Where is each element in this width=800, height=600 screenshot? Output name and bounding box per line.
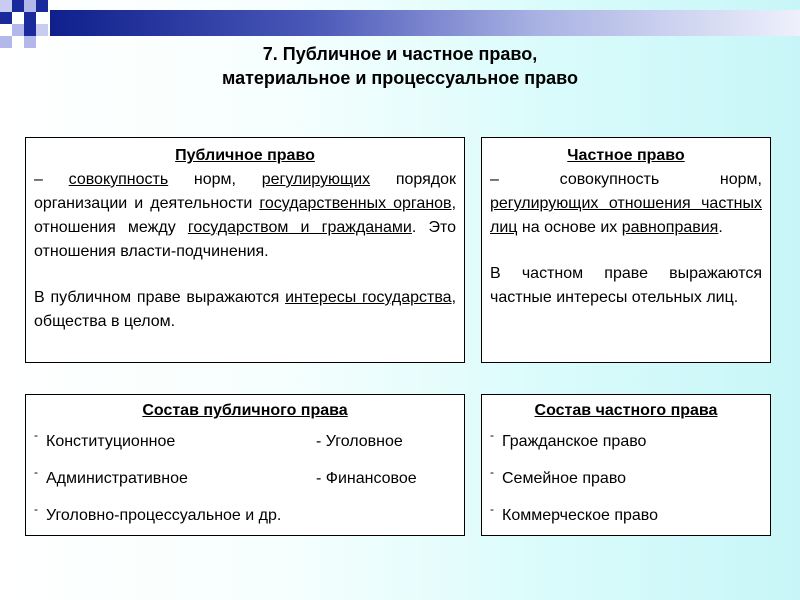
list-item: - Конституционное [34, 423, 456, 460]
text-run: . Это отношения власти-подчинения. [34, 219, 456, 260]
slide-title [0, 42, 800, 90]
text-run: норм, [168, 171, 262, 188]
list-item: - Уголовно-процессуальное и др. [34, 497, 456, 534]
underlined-term: регулирующих отношения частных лиц [490, 195, 762, 236]
private-law-heading: Частное право [567, 147, 685, 164]
private-composition-heading: Состав частного права [534, 402, 718, 419]
text-run: В частном праве выражаются частные интересы отельных лиц. [490, 265, 762, 306]
public-composition-box [25, 394, 465, 536]
text-run: . [718, 219, 723, 236]
text-run: на основе их [517, 219, 622, 236]
text-run: В публичном праве выражаются [34, 289, 286, 306]
title-line-1: 7. Публичное и частное право, [262, 44, 538, 64]
header-gradient-bar [50, 10, 800, 36]
underlined-term: интересы государства [285, 289, 452, 306]
public-composition-list-right [316, 423, 417, 497]
underlined-term: государственных органов [259, 195, 452, 212]
list-item: - Коммерческое право [490, 497, 762, 534]
list-item: - Финансовое [316, 470, 417, 487]
public-composition-heading: Состав публичного права [142, 402, 348, 419]
list-item: - Административное [34, 460, 456, 497]
public-law-heading: Публичное право [175, 147, 315, 164]
text-run: порядок организации и деятельности [34, 171, 457, 212]
private-law-interests [490, 262, 762, 310]
public-law-interests [34, 286, 456, 334]
list-item: - Уголовное [316, 433, 403, 450]
private-composition-box [481, 394, 771, 536]
text-run: , отношения между [34, 195, 457, 236]
text-run: – [34, 171, 69, 188]
text-run: , общества в целом. [34, 289, 457, 330]
public-law-box [25, 137, 465, 363]
underlined-term: регулирующих [261, 171, 371, 188]
underlined-term: равноправия [621, 219, 719, 236]
title-line-2: материальное и процессуальное право [221, 68, 579, 88]
list-item: - Гражданское право [490, 423, 762, 460]
private-law-box [481, 137, 771, 363]
public-law-definition [34, 168, 456, 264]
underlined-term: государством и гражданами [187, 219, 412, 236]
private-composition-list [490, 423, 762, 534]
list-item: - Семейное право [490, 460, 762, 497]
private-law-definition [490, 168, 762, 240]
text-run: – совокупность норм, [490, 171, 762, 188]
underlined-term: совокупность [68, 171, 169, 188]
